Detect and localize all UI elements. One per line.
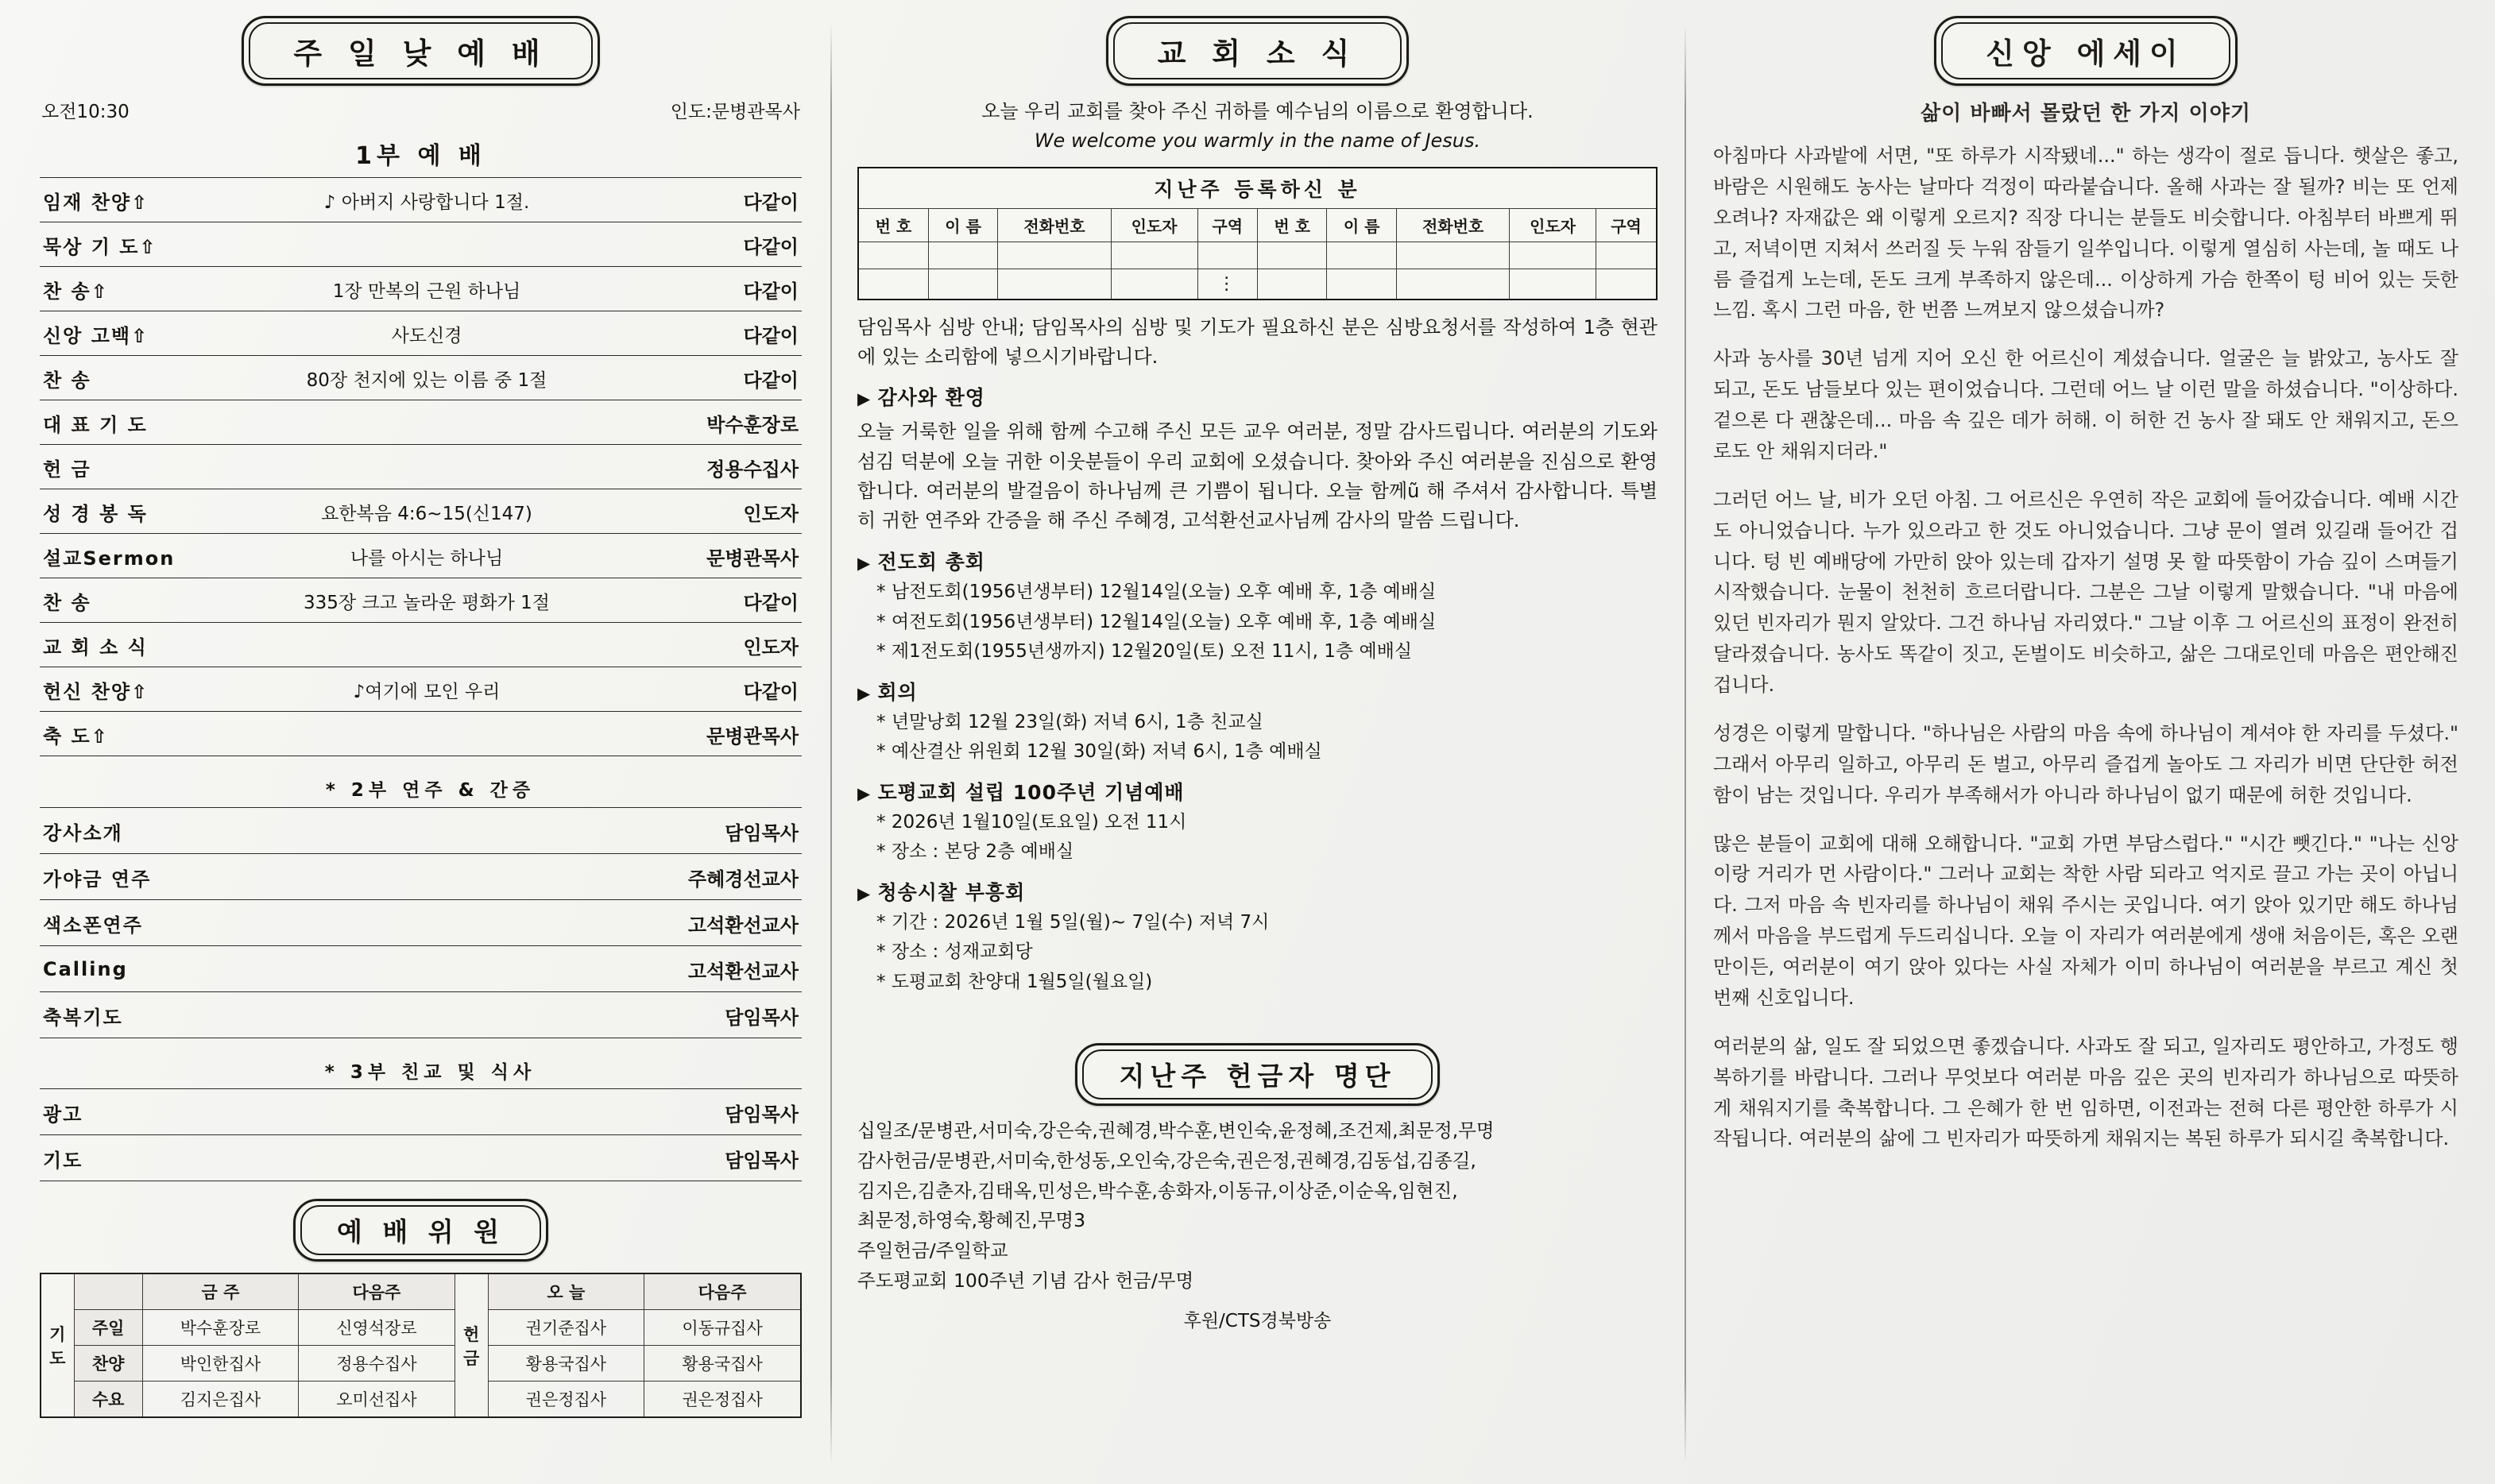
committee-right-vert: 헌 금 <box>455 1273 488 1417</box>
table-row <box>40 311 802 356</box>
essay-paragraph: 많은 분들이 교회에 대해 오해합니다. "교회 가면 부담스럽다." "시간 뺏긴다." "나는 신앙이랑 거리가 먼 사람이다." 그러나 교회는 착한 사람 되라고 억지로 끌고 가는 곳이 아닙니다. 그저 마음 속 빈자리를 하나님이 채워 주시는 곳입니다. 여기 앉아 있기만 해도 하나님께서 마음을 부드럽게 두드리십니다. 오늘 이 자리가 여러분에게 생애 처음이든, 혹은 오랜만이든, 여러분이 여기 앉아 있다는 사실 자체가 이미 하나님이 여러분을 부르고 계신 첫 번째 신호입니다. <box>1713 832 2458 1009</box>
reg-col: 인도자 <box>1510 209 1596 242</box>
part2-table <box>40 807 802 1038</box>
order-detail: ♪ 아버지 사랑합니다 1절. <box>222 178 631 222</box>
order-item: 대 표 기 도 <box>40 400 222 445</box>
part2-item: 강사소개 <box>40 807 417 853</box>
worship-meta <box>41 97 800 123</box>
essay-paragraph: 사과 농사를 30년 넘게 지어 오신 한 어르신이 계셨습니다. 얼굴은 늘 밝았고, 농사도 잘 되고, 돈도 남들보다 있는 편이었습니다. 그런데 어느 날 이런 말을 하셨습니다. "이상하다. 겉으론 다 괜찮은데... 마음 속 깊은 데가 허해. 이 허한 건 농사 잘 돼도 안 채워지고, 돈으로도 안 채워지더라." <box>1713 347 2458 462</box>
order-who: 다같이 <box>631 356 802 400</box>
committee-head-next: 다음주 <box>299 1273 455 1310</box>
order-who: 다같이 <box>631 178 802 222</box>
part1-title: 1부 예 배 <box>355 142 486 170</box>
list-item: 주도평교회 100주년 기념 감사 헌금/무명 <box>857 1269 1194 1292</box>
part2-title: * 2부 연주 & 간증 <box>59 777 802 805</box>
reg-cell[interactable] <box>1596 242 1657 269</box>
reg-cell[interactable] <box>1396 242 1509 269</box>
table-row <box>40 445 802 489</box>
committee-left-vert: 기 도 <box>41 1273 74 1417</box>
news-item-heading: ▶ 전도회 총회 <box>857 547 1658 575</box>
table-row <box>858 168 1657 209</box>
welcome-block <box>857 97 1658 156</box>
reg-col: 인도자 <box>1111 209 1197 242</box>
order-detail <box>222 445 631 489</box>
reg-cell[interactable] <box>1327 269 1397 300</box>
order-item: 찬 송⇧ <box>40 267 222 311</box>
table-row <box>40 991 802 1038</box>
order-detail: 335장 크고 놀라운 평화가 1절 <box>222 578 631 623</box>
committee-banner-text: 예 배 위 원 <box>300 1205 541 1255</box>
committee-head-today: 오 늘 <box>488 1273 644 1310</box>
worship-banner-text: 주 일 낮 예 배 <box>249 22 592 79</box>
order-detail: 요한복음 4:6~15(신147) <box>222 489 631 534</box>
order-who: 다같이 <box>631 667 802 712</box>
reg-col: 구역 <box>1197 209 1257 242</box>
order-detail <box>222 712 631 756</box>
table-row <box>858 242 1657 269</box>
table-row <box>40 853 802 899</box>
reg-cell[interactable] <box>998 242 1111 269</box>
essay-subtitle: 삶이 바빠서 몰랐던 한 가지 이야기 <box>1921 102 2251 126</box>
column-church-news <box>830 0 1685 1484</box>
committee-cell: 김지은집사 <box>142 1382 298 1418</box>
order-item: 묵상 기 도⇧ <box>40 222 222 267</box>
worship-order-table <box>40 177 802 756</box>
list-item: 김지은,김춘자,김태옥,민성은,박수훈,송화자,이동규,이상준,이순옥,임현진, <box>857 1179 1458 1202</box>
committee-cell: 이동규집사 <box>644 1310 801 1346</box>
news-item-line: * 장소 : 본당 2층 예배실 <box>876 838 1658 866</box>
table-row <box>40 667 802 712</box>
pastoral-visit-note: 담임목사 심방 안내; 담임목사의 심방 및 기도가 필요하신 분은 심방요청서를 작성하여 1층 현관에 있는 소리함에 넣으시기바랍니다. <box>857 316 1658 368</box>
table-row <box>40 1135 802 1181</box>
part3-title: * 3부 친교 및 식사 <box>59 1059 802 1087</box>
committee-banner <box>40 1199 802 1262</box>
welcome-korean: 오늘 우리 교회를 찾아 주신 귀하를 예수님의 이름으로 환영합니다. <box>981 100 1534 122</box>
order-who: 문병관목사 <box>631 534 802 578</box>
reg-cell[interactable] <box>1327 242 1397 269</box>
reg-cell[interactable] <box>928 242 998 269</box>
reg-cell[interactable] <box>1197 242 1257 269</box>
table-row <box>40 534 802 578</box>
part2-who: 주혜경선교사 <box>417 853 802 899</box>
order-detail <box>222 222 631 267</box>
committee-cell: 신영석장로 <box>299 1310 455 1346</box>
registration-title: 지난주 등록하신 분 <box>858 168 1657 209</box>
order-who: 다같이 <box>631 578 802 623</box>
reg-cell-dots[interactable]: ⋮ <box>1197 269 1257 300</box>
order-item: 신앙 고백⇧ <box>40 311 222 356</box>
part2-item: 색소폰연주 <box>40 899 417 945</box>
list-item: 십일조/문병관,서미숙,강은숙,권혜경,박수훈,변인숙,윤정혜,조건제,최문정,무명 <box>857 1119 1495 1142</box>
committee-cell: 박인한집사 <box>142 1346 298 1382</box>
donor-list <box>857 1117 1658 1295</box>
order-item: 임재 찬양⇧ <box>40 178 222 222</box>
reg-col: 번 호 <box>858 209 928 242</box>
table-row <box>41 1310 801 1346</box>
order-who: 다같이 <box>631 222 802 267</box>
table-row <box>40 267 802 311</box>
table-row <box>41 1273 801 1310</box>
sponsor-text: 후원/CTS경북방송 <box>1183 1311 1332 1332</box>
reg-col: 번 호 <box>1257 209 1327 242</box>
reg-col: 이 름 <box>1327 209 1397 242</box>
order-item: 설교Sermon <box>40 534 222 578</box>
news-item-line: * 제1전도회(1955년생까지) 12월20일(토) 오전 11시, 1층 예배실 <box>876 638 1658 666</box>
order-who: 인도자 <box>631 489 802 534</box>
registration-table <box>857 167 1658 300</box>
part2-who: 담임목사 <box>417 807 802 853</box>
order-detail: 사도신경 <box>222 311 631 356</box>
news-banner <box>857 16 1658 86</box>
order-who: 다같이 <box>631 311 802 356</box>
committee-head-nextr: 다음주 <box>644 1273 801 1310</box>
reg-cell[interactable] <box>1111 269 1197 300</box>
order-detail: 1장 만복의 근원 하나님 <box>222 267 631 311</box>
order-item: 축 도⇧ <box>40 712 222 756</box>
reg-cell[interactable] <box>1111 242 1197 269</box>
list-item: 감사헌금/문병관,서미숙,한성동,오인숙,강은숙,권은정,권혜경,김동섭,김종길, <box>857 1149 1476 1172</box>
donor-banner <box>857 1043 1658 1106</box>
table-row <box>40 356 802 400</box>
table-row <box>40 1089 802 1135</box>
order-who: 인도자 <box>631 623 802 667</box>
table-row <box>858 269 1657 300</box>
news-item-line: * 도평교회 찬양대 1월5일(월요일) <box>876 968 1658 996</box>
worship-banner <box>40 16 802 86</box>
reg-col: 이 름 <box>928 209 998 242</box>
news-item-line: * 2026년 1월10일(토요일) 오전 11시 <box>876 809 1658 837</box>
donor-banner-text: 지난주 헌금자 명단 <box>1082 1049 1432 1099</box>
reg-cell[interactable] <box>858 242 928 269</box>
committee-cell: 권기준집사 <box>488 1310 644 1346</box>
news-item-line: * 년말낭회 12월 23일(화) 저녁 6시, 1층 친교실 <box>876 709 1658 736</box>
list-item: 주일헌금/주일학교 <box>857 1239 1008 1262</box>
order-item: 헌신 찬양⇧ <box>40 667 222 712</box>
table-row <box>40 400 802 445</box>
committee-cell: 황용국집사 <box>644 1346 801 1382</box>
news-item-heading: ▶ 회의 <box>857 677 1658 705</box>
reg-cell[interactable] <box>1396 269 1509 300</box>
essay-paragraph: 아침마다 사과밭에 서면, "또 하루가 시작됐네..." 하는 생각이 절로 듭니다. 햇살은 좋고, 바람은 시원해도 농사는 날마다 걱정이 따라붙습니다. 올해 사과는 잘 될까? 비는 또 언제 오려나? 자재값은 왜 이렇게 오르지? 직장 다니는 분들도 비슷합니다. 아침부터 바쁘게 뛰고, 저녁이면 지쳐서 쓰러질 듯 누워 잠들기 일쑤입니다. 이렇게 열심히 사는데, 놀 때도 나름 즐겁게 노는데, 돈도 크게 부족하지 않은데... 이상하게 가슴 한쪽이 텅 비어 있는 듯한 느낌. 혹시 그런 마음, 한 번쯤 느껴보지 않으셨습니까? <box>1713 145 2458 322</box>
order-detail: 나를 아시는 하나님 <box>222 534 631 578</box>
table-row <box>40 807 802 853</box>
part2-item: 축복기도 <box>40 991 417 1038</box>
reg-cell[interactable] <box>1510 269 1596 300</box>
table-row <box>858 209 1657 242</box>
part3-who: 담임목사 <box>319 1089 802 1135</box>
reg-cell[interactable] <box>1510 242 1596 269</box>
part3-item: 기도 <box>40 1135 319 1181</box>
order-item: 찬 송 <box>40 356 222 400</box>
order-item: 성 경 봉 독 <box>40 489 222 534</box>
committee-cell: 오미선집사 <box>299 1382 455 1418</box>
worship-time: 오전10:30 <box>41 102 130 122</box>
part2-who: 담임목사 <box>417 991 802 1038</box>
welcome-english: We welcome you warmly in the name of Jesus. <box>1034 129 1481 153</box>
news-item-line: * 여전도회(1956년생부터) 12월14일(오늘) 오후 예배 후, 1층 예배실 <box>876 609 1658 636</box>
committee-cell: 정용수집사 <box>299 1346 455 1382</box>
news-item-line: * 예산결산 위원회 12월 30일(화) 저녁 6시, 1층 예배실 <box>876 738 1658 766</box>
table-row <box>40 178 802 222</box>
order-item: 교 회 소 식 <box>40 623 222 667</box>
essay-paragraph: 여러분의 삶, 일도 잘 되었으면 좋겠습니다. 사과도 잘 되고, 일자리도 평안하고, 가정도 행복하기를 바랍니다. 그러나 무엇보다 여러분 마음 깊은 곳의 빈자리가 하나님으로 따뜻하게 채워지기를 축복합니다. 그 은혜가 한 번 임하면, 이전과는 전혀 다른 평안한 하루가 시작됩니다. 여러분의 삶에 그 빈자리가 따뜻하게 채워지는 복된 하루가 되시길 축복합니다. <box>1713 1034 2458 1150</box>
order-detail: 80장 천지에 있는 이름 중 1절 <box>222 356 631 400</box>
committee-table <box>40 1273 802 1418</box>
essay-banner <box>1713 16 2458 86</box>
order-who: 다같이 <box>631 267 802 311</box>
essay-paragraph: 그러던 어느 날, 비가 오던 아침. 그 어르신은 우연히 작은 교회에 들어갔습니다. 예배 시간도 아니었습니다. 누가 있으라고 한 것도 아니었습니다. 그냥 문이 열려 있길래 들어간 겁니다. 텅 빈 예배당에 가만히 앉아 있는데 갑자기 설명 못 할 따뜻함이 가슴 깊이 스며들기 시작했습니다. 눈물이 천천히 흐르더랍니다. 그분은 그날 이렇게 말했습니다. "내 마음에 있던 빈자리가 뭔지 알았다. 그건 하나님 자리였다." 그날 이후 그 어르신의 표정이 완전히 달라졌습니다. 농사도 똑같이 짓고, 돈벌이도 비슷하고, 삶은 그대로인데 마음은 편안해진 겁니다. <box>1713 488 2458 696</box>
news-item-line: * 남전도회(1956년생부터) 12월14일(오늘) 오후 예배 후, 1층 예배실 <box>876 578 1658 606</box>
part2-who: 고석환선교사 <box>417 945 802 991</box>
table-row <box>40 945 802 991</box>
table-row <box>40 712 802 756</box>
committee-corner <box>74 1273 142 1310</box>
reg-col: 구역 <box>1596 209 1657 242</box>
order-who: 문병관목사 <box>631 712 802 756</box>
column-worship-order <box>0 0 830 1484</box>
order-detail: ♪여기에 모인 우리 <box>222 667 631 712</box>
order-item: 찬 송 <box>40 578 222 623</box>
committee-row-label: 주일 <box>74 1310 142 1346</box>
news-banner-text: 교 회 소 식 <box>1113 22 1402 79</box>
part2-item: Calling <box>40 945 417 991</box>
reg-cell[interactable] <box>998 269 1111 300</box>
table-row <box>40 222 802 267</box>
table-row <box>40 489 802 534</box>
news-item-heading: ▶ 청송시찰 부흥회 <box>857 877 1658 906</box>
committee-cell: 황용국집사 <box>488 1346 644 1382</box>
reg-cell[interactable] <box>1257 242 1327 269</box>
table-row <box>40 623 802 667</box>
table-row <box>40 578 802 623</box>
committee-cell: 박수훈장로 <box>142 1310 298 1346</box>
committee-row-label: 찬양 <box>74 1346 142 1382</box>
committee-row-label: 수요 <box>74 1382 142 1418</box>
order-detail <box>222 623 631 667</box>
order-who: 박수훈장로 <box>631 400 802 445</box>
committee-head-this: 금 주 <box>142 1273 298 1310</box>
news-item-line: * 기간 : 2026년 1월 5일(월)~ 7일(수) 저녁 7시 <box>876 909 1658 937</box>
part2-who: 고석환선교사 <box>417 899 802 945</box>
column-faith-essay <box>1685 0 2495 1484</box>
worship-leader: 인도:문병관목사 <box>670 102 800 122</box>
reg-cell[interactable] <box>1257 269 1327 300</box>
reg-col: 전화번호 <box>998 209 1111 242</box>
reg-cell[interactable] <box>928 269 998 300</box>
essay-paragraph: 성경은 이렇게 말합니다. "하나님은 사람의 마음 속에 하나님이 계셔야 한 자리를 두셨다." 그래서 아무리 일하고, 아무리 돈 벌고, 아무리 즐겁게 놀아도 그 자리가 비면 단단한 허전함이 남는 것입니다. 우리가 부족해서가 아니라 하나님이 없기 때문에 허한 것입니다. <box>1713 721 2458 806</box>
thanks-body: 오늘 거룩한 일을 위해 함께 수고해 주신 모든 교우 여러분, 정말 감사드립니다. 여러분의 기도와 섬김 덕분에 오늘 귀한 이웃분들이 우리 교회에 오셨습니다. 찾아와 주신 여러분을 진심으로 환영합니다. 여러분의 발걸음이 하나님께 큰 기쁨이 됩니다. 오늘 함께ũ 해 주셔서 감사합니다. 특별히 귀한 연주와 간증을 해 주신 주혜경, 고석환선교사님께 감사의 말씀 드립니다. <box>857 420 1658 531</box>
order-detail <box>222 400 631 445</box>
part3-who: 담임목사 <box>319 1135 802 1181</box>
table-row <box>41 1346 801 1382</box>
order-item: 헌 금 <box>40 445 222 489</box>
committee-cell: 권은정집사 <box>644 1382 801 1418</box>
table-row <box>40 899 802 945</box>
reg-col: 전화번호 <box>1396 209 1509 242</box>
table-row <box>41 1382 801 1418</box>
news-item-line: * 장소 : 성재교회당 <box>876 938 1658 966</box>
essay-banner-text: 신앙 에세이 <box>1941 22 2230 79</box>
part3-table <box>40 1088 802 1181</box>
part3-item: 광고 <box>40 1089 319 1135</box>
part2-item: 가야금 연주 <box>40 853 417 899</box>
thanks-heading: ▶ 감사와 환영 <box>857 382 1658 411</box>
news-item-heading: ▶ 도평교회 설립 100주년 기념예배 <box>857 777 1658 806</box>
committee-cell: 권은정집사 <box>488 1382 644 1418</box>
reg-cell[interactable] <box>1596 269 1657 300</box>
list-item: 최문정,하영숙,황혜진,무명3 <box>857 1209 1086 1232</box>
reg-cell[interactable] <box>858 269 928 300</box>
order-who: 정용수집사 <box>631 445 802 489</box>
